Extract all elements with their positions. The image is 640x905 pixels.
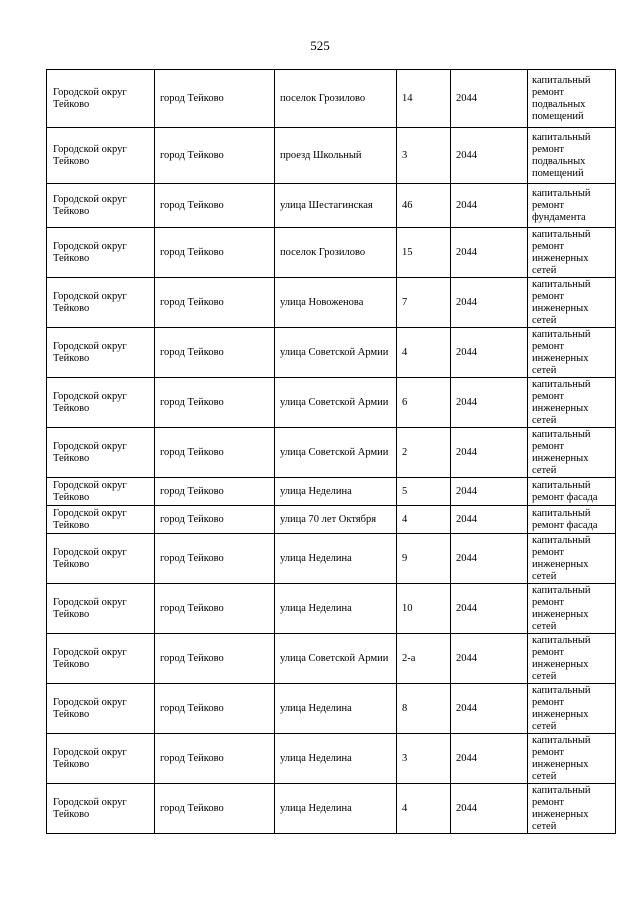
cell-municipality: Городской округ Тейково <box>47 70 155 128</box>
cell-street: улица 70 лет Октября <box>275 506 397 534</box>
table-row <box>47 184 616 228</box>
cell-year: 2044 <box>451 734 528 784</box>
cell-year: 2044 <box>451 428 528 478</box>
table-row <box>47 328 616 378</box>
table-row <box>47 534 616 584</box>
cell-year: 2044 <box>451 534 528 584</box>
cell-street: проезд Школьный <box>275 128 397 184</box>
cell-work-type: капитальный ремонт инженерных сетей <box>528 228 616 278</box>
cell-municipality: Городской округ Тейково <box>47 128 155 184</box>
cell-work-type: капитальный ремонт инженерных сетей <box>528 734 616 784</box>
cell-city: город Тейково <box>155 184 275 228</box>
cell-municipality: Городской округ Тейково <box>47 328 155 378</box>
cell-street: улица Неделина <box>275 784 397 834</box>
cell-house-number: 9 <box>397 534 451 584</box>
repair-schedule-table <box>46 69 616 834</box>
cell-street: улица Неделина <box>275 534 397 584</box>
cell-work-type: капитальный ремонт инженерных сетей <box>528 428 616 478</box>
cell-house-number: 7 <box>397 278 451 328</box>
cell-municipality: Городской округ Тейково <box>47 734 155 784</box>
cell-city: город Тейково <box>155 228 275 278</box>
table-row <box>47 228 616 278</box>
cell-year: 2044 <box>451 328 528 378</box>
cell-work-type: капитальный ремонт инженерных сетей <box>528 328 616 378</box>
cell-work-type: капитальный ремонт подвальных помещений <box>528 128 616 184</box>
table-row <box>47 428 616 478</box>
cell-house-number: 6 <box>397 378 451 428</box>
cell-city: город Тейково <box>155 684 275 734</box>
table-row <box>47 684 616 734</box>
cell-year: 2044 <box>451 478 528 506</box>
cell-house-number: 4 <box>397 784 451 834</box>
page-number: 525 <box>310 38 330 53</box>
cell-street: улица Шестагинская <box>275 184 397 228</box>
cell-house-number: 46 <box>397 184 451 228</box>
cell-municipality: Городской округ Тейково <box>47 278 155 328</box>
cell-house-number: 4 <box>397 328 451 378</box>
cell-house-number: 15 <box>397 228 451 278</box>
cell-work-type: капитальный ремонт фасада <box>528 478 616 506</box>
cell-street: улица Советской Армии <box>275 328 397 378</box>
cell-city: город Тейково <box>155 734 275 784</box>
cell-municipality: Городской округ Тейково <box>47 634 155 684</box>
cell-city: город Тейково <box>155 428 275 478</box>
cell-house-number: 3 <box>397 734 451 784</box>
cell-street: улица Советской Армии <box>275 378 397 428</box>
cell-year: 2044 <box>451 128 528 184</box>
cell-city: город Тейково <box>155 328 275 378</box>
cell-city: город Тейково <box>155 378 275 428</box>
cell-year: 2044 <box>451 584 528 634</box>
cell-municipality: Городской округ Тейково <box>47 534 155 584</box>
table-row <box>47 478 616 506</box>
cell-year: 2044 <box>451 70 528 128</box>
cell-street: поселок Грозилово <box>275 228 397 278</box>
cell-street: поселок Грозилово <box>275 70 397 128</box>
table-row <box>47 734 616 784</box>
cell-street: улица Советской Армии <box>275 634 397 684</box>
table-row <box>47 584 616 634</box>
table-row <box>47 634 616 684</box>
cell-work-type: капитальный ремонт подвальных помещений <box>528 70 616 128</box>
cell-year: 2044 <box>451 228 528 278</box>
cell-work-type: капитальный ремонт фасада <box>528 506 616 534</box>
cell-house-number: 2-а <box>397 634 451 684</box>
cell-city: город Тейково <box>155 278 275 328</box>
cell-work-type: капитальный ремонт инженерных сетей <box>528 684 616 734</box>
cell-street: улица Неделина <box>275 684 397 734</box>
cell-municipality: Городской округ Тейково <box>47 584 155 634</box>
cell-city: город Тейково <box>155 584 275 634</box>
table-row <box>47 378 616 428</box>
cell-city: город Тейково <box>155 634 275 684</box>
table-row <box>47 278 616 328</box>
cell-year: 2044 <box>451 506 528 534</box>
cell-house-number: 8 <box>397 684 451 734</box>
cell-work-type: капитальный ремонт инженерных сетей <box>528 784 616 834</box>
cell-city: город Тейково <box>155 506 275 534</box>
cell-work-type: капитальный ремонт инженерных сетей <box>528 634 616 684</box>
cell-work-type: капитальный ремонт фундамента <box>528 184 616 228</box>
cell-municipality: Городской округ Тейково <box>47 184 155 228</box>
table-body <box>47 70 616 834</box>
cell-street: улица Новоженова <box>275 278 397 328</box>
cell-house-number: 4 <box>397 506 451 534</box>
cell-house-number: 5 <box>397 478 451 506</box>
cell-year: 2044 <box>451 684 528 734</box>
table-row <box>47 128 616 184</box>
cell-work-type: капитальный ремонт инженерных сетей <box>528 534 616 584</box>
cell-street: улица Неделина <box>275 478 397 506</box>
cell-house-number: 10 <box>397 584 451 634</box>
table-row <box>47 506 616 534</box>
table-row <box>47 784 616 834</box>
cell-city: город Тейково <box>155 128 275 184</box>
cell-house-number: 2 <box>397 428 451 478</box>
cell-municipality: Городской округ Тейково <box>47 228 155 278</box>
cell-city: город Тейково <box>155 478 275 506</box>
cell-city: город Тейково <box>155 534 275 584</box>
cell-municipality: Городской округ Тейково <box>47 784 155 834</box>
cell-municipality: Городской округ Тейково <box>47 378 155 428</box>
cell-city: город Тейково <box>155 784 275 834</box>
cell-year: 2044 <box>451 634 528 684</box>
cell-house-number: 3 <box>397 128 451 184</box>
cell-street: улица Неделина <box>275 734 397 784</box>
cell-year: 2044 <box>451 378 528 428</box>
cell-street: улица Неделина <box>275 584 397 634</box>
cell-street: улица Советской Армии <box>275 428 397 478</box>
cell-work-type: капитальный ремонт инженерных сетей <box>528 278 616 328</box>
cell-municipality: Городской округ Тейково <box>47 478 155 506</box>
cell-year: 2044 <box>451 184 528 228</box>
cell-year: 2044 <box>451 784 528 834</box>
cell-municipality: Городской округ Тейково <box>47 684 155 734</box>
cell-year: 2044 <box>451 278 528 328</box>
cell-work-type: капитальный ремонт инженерных сетей <box>528 584 616 634</box>
cell-work-type: капитальный ремонт инженерных сетей <box>528 378 616 428</box>
table-row <box>47 70 616 128</box>
cell-municipality: Городской округ Тейково <box>47 506 155 534</box>
cell-city: город Тейково <box>155 70 275 128</box>
cell-municipality: Городской округ Тейково <box>47 428 155 478</box>
cell-house-number: 14 <box>397 70 451 128</box>
